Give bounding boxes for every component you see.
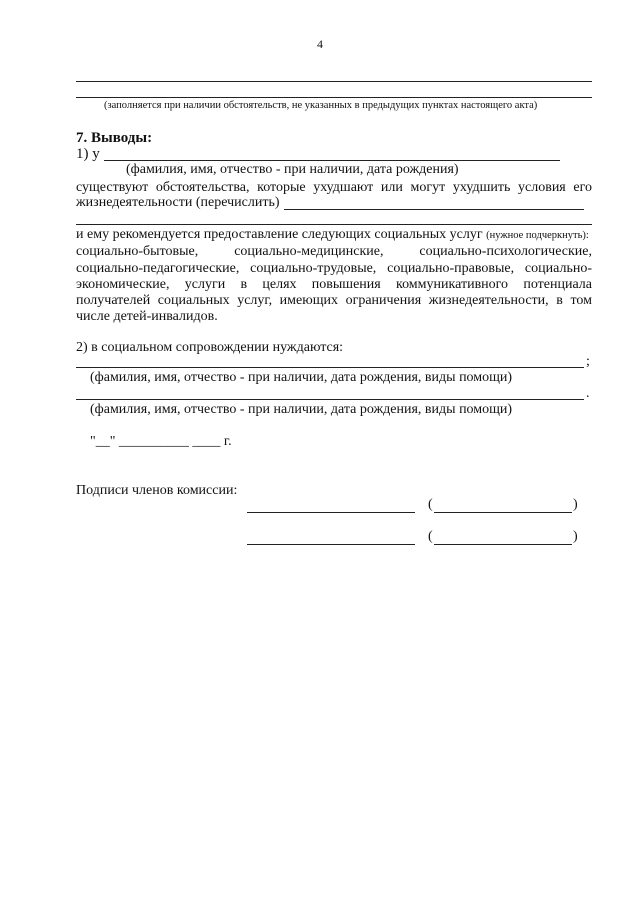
recommend-main-text: и ему рекомендуется предоставление следующих социальных услуг bbox=[76, 227, 483, 242]
item2-caption1: (фамилия, имя, отчество - при наличии, дата рождения, виды помощи) bbox=[90, 370, 513, 385]
circumstances-line2: жизнедеятельности (перечислить) bbox=[76, 195, 280, 210]
signature-close-paren-1: ) bbox=[573, 497, 578, 512]
page-number: 4 bbox=[317, 37, 323, 51]
services-line5: числе детей-инвалидов. bbox=[76, 309, 218, 324]
item2-end1: ; bbox=[586, 354, 590, 369]
item2-end2: . bbox=[586, 386, 590, 401]
date-line[interactable]: "__" __________ ____ г. bbox=[90, 434, 232, 449]
signature-line-2[interactable] bbox=[247, 544, 415, 545]
services-line3: экономические, услуги в целях повышения коммуникативного потенциала bbox=[76, 277, 592, 292]
item2-line2[interactable] bbox=[76, 399, 584, 400]
services-line1: социально-бытовые, социально-медицинские, социально-психологические, bbox=[76, 244, 592, 259]
signatures-label: Подписи членов комиссии: bbox=[76, 483, 238, 498]
item1-prefix: 1) у bbox=[76, 146, 100, 162]
item2-line1[interactable] bbox=[76, 367, 584, 368]
signature-close-paren-2: ) bbox=[573, 529, 578, 544]
signature-name-line-2[interactable] bbox=[434, 544, 572, 545]
signature-open-paren-1: ( bbox=[428, 497, 433, 512]
signature-line-1[interactable] bbox=[247, 512, 415, 513]
circumstances-line1: существуют обстоятельства, которые ухудшают или могут ухудшить условия его bbox=[76, 180, 592, 195]
recommend-note: (нужное подчеркнуть): bbox=[486, 230, 589, 241]
circumstances-fill-line[interactable] bbox=[284, 209, 584, 210]
recommend-text bbox=[76, 227, 589, 243]
item1-name-line[interactable] bbox=[104, 160, 560, 161]
blank-line-section6-2 bbox=[76, 97, 592, 98]
signature-open-paren-2: ( bbox=[428, 529, 433, 544]
section6-note: (заполняется при наличии обстоятельств, не указанных в предыдущих пунктах настоящего акта) bbox=[104, 100, 538, 111]
item2-caption2: (фамилия, имя, отчество - при наличии, дата рождения, виды помощи) bbox=[90, 402, 513, 417]
services-line4: получателей социальных услуг, имеющих ограничения жизнедеятельности, в том bbox=[76, 293, 592, 308]
circumstances-blank-line[interactable] bbox=[76, 224, 592, 225]
signature-name-line-1[interactable] bbox=[434, 512, 572, 513]
blank-line-section6-1 bbox=[76, 81, 592, 82]
item1-caption: (фамилия, имя, отчество - при наличии, дата рождения) bbox=[126, 162, 459, 177]
item2-text: 2) в социальном сопровождении нуждаются: bbox=[76, 340, 344, 355]
section7-heading: 7. Выводы: bbox=[76, 130, 153, 146]
services-line2: социально-педагогические, социально-трудовые, социально-правовые, социально- bbox=[76, 261, 592, 276]
